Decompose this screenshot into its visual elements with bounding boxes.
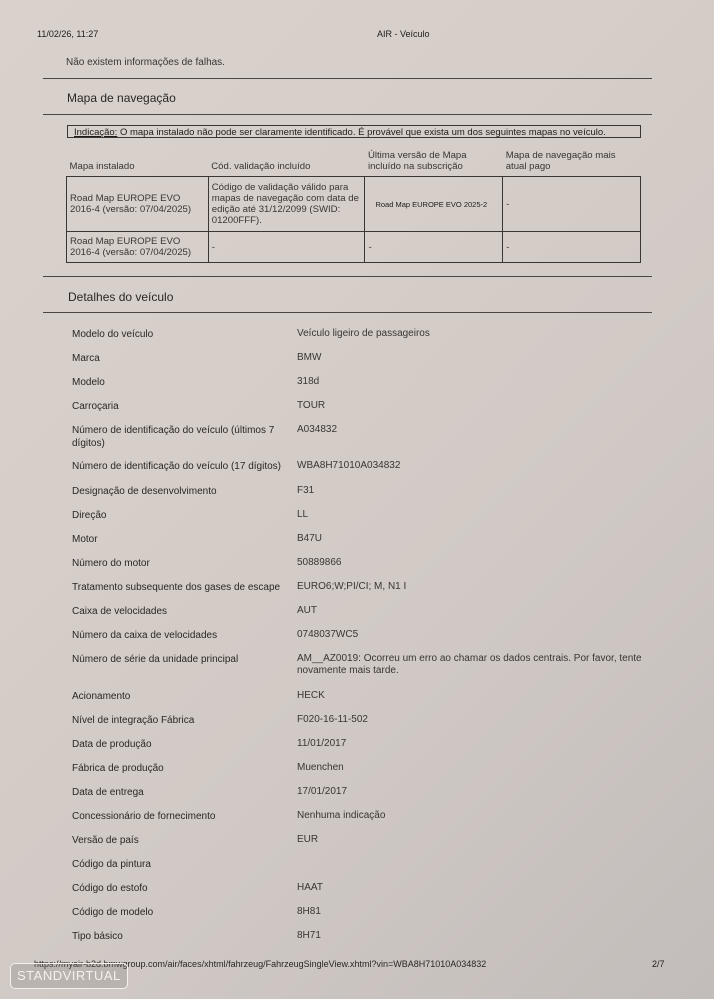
detail-label: Designação de desenvolvimento xyxy=(72,486,217,497)
detail-row xyxy=(72,653,652,690)
detail-value: 50889866 xyxy=(297,557,342,568)
detail-label: Modelo xyxy=(72,377,105,388)
table-cell: Road Map EUROPE EVO 2016-4 (versão: 07/04/2025) xyxy=(67,232,209,263)
detail-row xyxy=(72,352,652,376)
detail-value: HECK xyxy=(297,690,325,701)
divider xyxy=(43,276,652,277)
detail-label: Direção xyxy=(72,510,107,521)
detail-value: 11/01/2017 xyxy=(297,738,347,749)
column-header: Mapa instalado xyxy=(69,161,135,172)
detail-label: Número de identificação do veículo (últimos 7 dígitos) xyxy=(72,425,275,449)
detail-row xyxy=(72,714,652,738)
table-row xyxy=(67,177,641,232)
table-cell: - xyxy=(503,232,641,263)
detail-row xyxy=(72,605,652,629)
detail-value: WBA8H71010A034832 xyxy=(297,460,401,471)
detail-row xyxy=(72,762,652,786)
detail-row xyxy=(72,629,652,653)
detail-row xyxy=(72,533,652,557)
detail-row xyxy=(72,460,652,485)
page-number: 2/7 xyxy=(652,959,665,969)
footer-url: https://myair-b2d.bmwgroup.com/air/faces/xhtml/fahrzeug/FahrzeugSingleView.xhtml?vin=WBA8H71010A034832 xyxy=(34,959,487,969)
detail-row xyxy=(72,882,652,906)
detail-value: A034832 xyxy=(297,424,338,435)
detail-value: HAAT xyxy=(297,882,323,893)
detail-value: LL xyxy=(297,509,309,520)
detail-value: B47U xyxy=(297,533,323,544)
detail-value: BMW xyxy=(297,352,322,363)
detail-label: Modelo do veículo xyxy=(72,329,154,340)
section-title-vehicle-details: Detalhes do veículo xyxy=(68,290,174,304)
table-cell: - xyxy=(503,177,641,232)
detail-value: F020-16-11-502 xyxy=(297,714,368,725)
detail-value xyxy=(297,858,652,882)
detail-label: Acionamento xyxy=(72,691,131,702)
detail-label: Código do estofo xyxy=(72,883,148,894)
detail-row xyxy=(72,509,652,533)
table-cell: Road Map EUROPE EVO 2016-4 (versão: 07/04/2025) xyxy=(67,177,209,232)
print-datetime: 11/02/26, 11:27 xyxy=(37,29,99,39)
detail-label: Número do motor xyxy=(72,558,150,569)
column-header: Cód. validação incluído xyxy=(211,161,311,172)
notice-label: Indicação: xyxy=(74,127,118,138)
vehicle-details-list xyxy=(72,328,652,954)
detail-row xyxy=(72,424,652,460)
detail-label: Carroçaria xyxy=(72,401,119,412)
detail-label: Concessionário de fornecimento xyxy=(72,811,216,822)
detail-row xyxy=(72,328,652,352)
detail-row xyxy=(72,810,652,834)
detail-row xyxy=(72,581,652,605)
fault-info-text: Não existem informações de falhas. xyxy=(66,57,225,68)
detail-label: Versão de país xyxy=(72,835,139,846)
detail-value: EUR xyxy=(297,834,319,845)
detail-label: Número de identificação do veículo (17 dígitos) xyxy=(72,461,282,472)
table-cell: - xyxy=(208,232,365,263)
detail-row xyxy=(72,690,652,714)
navigation-map-table xyxy=(66,148,641,263)
detail-value: F31 xyxy=(297,485,315,496)
detail-label: Número da caixa de velocidades xyxy=(72,630,218,641)
detail-label: Código de modelo xyxy=(72,907,154,918)
detail-label: Motor xyxy=(72,534,98,545)
detail-label: Código da pintura xyxy=(72,859,151,870)
detail-value: EURO6;W;PI/CI; M, N1 I xyxy=(297,581,407,592)
detail-value: AM__AZ0019: Ocorreu um erro ao chamar os dados centrais. Por favor, tente novamente mais tarde. xyxy=(297,653,642,676)
table-cell: - xyxy=(365,232,503,263)
notice-text: O mapa instalado não pode ser claramente identificado. É provável que exista um dos seguintes mapas no veículo. xyxy=(117,127,606,138)
column-header: Última versão de Mapa incluído na subscrição xyxy=(367,150,467,172)
detail-value: Veículo ligeiro de passageiros xyxy=(297,328,430,339)
table-row xyxy=(67,232,641,263)
divider xyxy=(43,312,652,313)
watermark-logo: STANDVIRTUAL xyxy=(10,963,128,989)
detail-value: Nenhuma indicação xyxy=(297,810,386,821)
detail-label: Número de série da unidade principal xyxy=(72,654,239,665)
table-header-row xyxy=(67,148,641,177)
detail-value: 8H81 xyxy=(297,906,321,917)
detail-value: 318d xyxy=(297,376,320,387)
detail-value: AUT xyxy=(297,605,317,616)
detail-row xyxy=(72,738,652,762)
detail-row xyxy=(72,400,652,424)
detail-value: 0748037WC5 xyxy=(297,629,359,640)
table-cell: Road Map EUROPE EVO 2025-2 xyxy=(365,177,503,232)
detail-row xyxy=(72,834,652,858)
detail-label: Tipo básico xyxy=(72,931,123,942)
table-cell: Código de validação válido para mapas de navegação com data de edição até 31/12/2099 (SWID: 01200FFF). xyxy=(208,177,365,232)
detail-value: 8H71 xyxy=(297,930,321,941)
detail-label: Caixa de velocidades xyxy=(72,606,168,617)
detail-label: Data de entrega xyxy=(72,787,144,798)
detail-row xyxy=(72,376,652,400)
detail-value: 17/01/2017 xyxy=(297,786,348,797)
detail-row xyxy=(72,557,652,581)
document-title: AIR - Veículo xyxy=(377,29,430,39)
detail-label: Marca xyxy=(72,353,100,364)
detail-value: TOUR xyxy=(297,400,326,411)
detail-row xyxy=(72,786,652,810)
detail-label: Nível de integração Fábrica xyxy=(72,715,195,726)
detail-label: Data de produção xyxy=(72,739,152,750)
detail-label: Fábrica de produção xyxy=(72,763,164,774)
divider xyxy=(43,114,652,115)
detail-label: Tratamento subsequente dos gases de escape xyxy=(72,582,281,593)
section-title-navigation: Mapa de navegação xyxy=(67,91,176,105)
detail-row xyxy=(72,906,652,930)
detail-value: Muenchen xyxy=(297,762,344,773)
detail-row xyxy=(72,485,652,509)
detail-row xyxy=(72,858,652,882)
divider xyxy=(43,78,652,79)
column-header: Mapa de navegação mais atual pago xyxy=(505,150,616,172)
detail-row xyxy=(72,930,652,954)
navigation-notice xyxy=(67,125,641,138)
